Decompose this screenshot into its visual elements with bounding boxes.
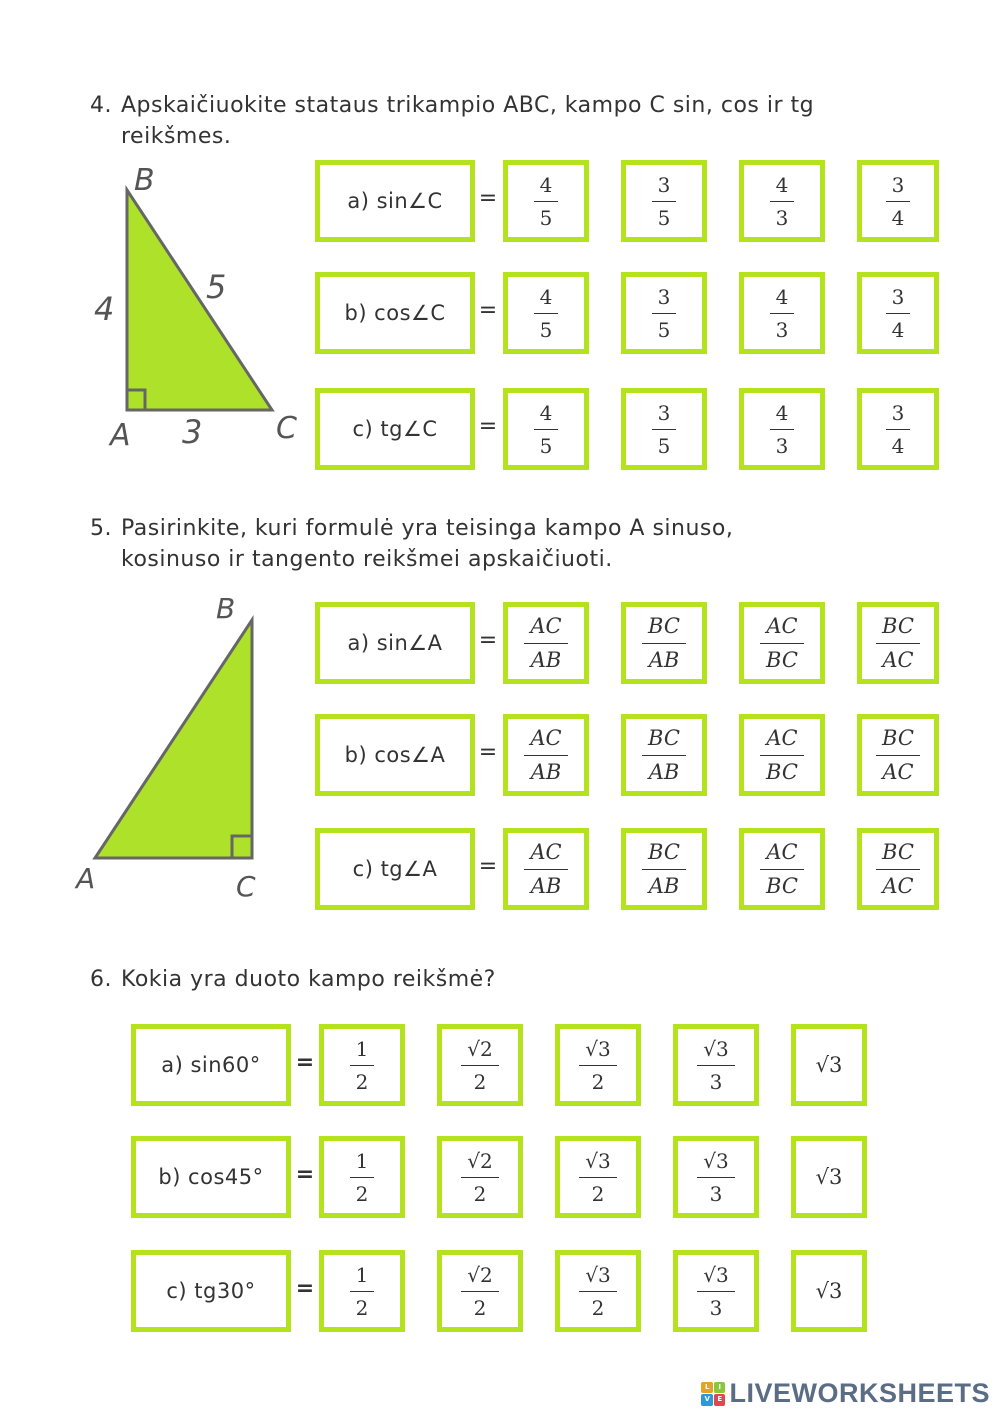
q5-row-b-label: b) cos∠A — [315, 714, 475, 796]
q6-row-b-option-3[interactable]: $\frac{√3}{2}$ — [555, 1136, 641, 1218]
q4-row-c-option-2[interactable]: $\frac{3}{5}$ — [621, 388, 707, 470]
liveworksheets-brand[interactable] — [701, 1378, 990, 1409]
q5-row-c-option-2[interactable]: $\frac{BC}{AB}$ — [621, 828, 707, 910]
q4-row-a-equals: = — [478, 186, 498, 211]
q4-side-ac: 3 — [182, 413, 203, 451]
q4-row-a-option-3[interactable]: $\frac{4}{3}$ — [739, 160, 825, 242]
q5-triangle — [95, 620, 252, 858]
q4-row-c-option-1[interactable]: $\frac{4}{5}$ — [503, 388, 589, 470]
q5-row-b-option-4[interactable]: $\frac{BC}{AC}$ — [857, 714, 939, 796]
q4-side-bc: 5 — [206, 268, 227, 306]
q5-row-c-option-3[interactable]: $\frac{AC}{BC}$ — [739, 828, 825, 910]
q4-title-line2: reikšmes. — [121, 124, 232, 149]
q6-row-a-option-3[interactable]: $\frac{√3}{2}$ — [555, 1024, 641, 1106]
q6-row-a-option-5[interactable]: √3 — [791, 1024, 867, 1106]
q5-vertex-c: C — [236, 870, 256, 903]
q4-vertex-b: B — [134, 163, 155, 198]
q5-row-a-option-4[interactable]: $\frac{BC}{AC}$ — [857, 602, 939, 684]
q5-triangle-figure — [70, 590, 290, 910]
q4-side-ab: 4 — [94, 290, 115, 328]
q6-number: 6. — [90, 967, 112, 992]
q5-row-a-label: a) sin∠A — [315, 602, 475, 684]
q4-row-c-label: c) tg∠C — [315, 388, 475, 470]
q5-row-a-option-1[interactable]: $\frac{AC}{AB}$ — [503, 602, 589, 684]
q5-number: 5. — [90, 516, 112, 541]
q5-row-a-equals: = — [478, 628, 498, 653]
q4-vertex-a: A — [110, 418, 131, 453]
q5-row-a-option-3[interactable]: $\frac{AC}{BC}$ — [739, 602, 825, 684]
q4-row-b-option-1[interactable]: $\frac{4}{5}$ — [503, 272, 589, 354]
q4-row-c-option-4[interactable]: $\frac{3}{4}$ — [857, 388, 939, 470]
q5-title-line1: Pasirinkite, kuri formulė yra teisinga kampo A sinuso, — [121, 516, 734, 541]
q6-row-c-option-4[interactable]: $\frac{√3}{3}$ — [673, 1250, 759, 1332]
q5-row-a-option-2[interactable]: $\frac{BC}{AB}$ — [621, 602, 707, 684]
q4-row-a-option-4[interactable]: $\frac{3}{4}$ — [857, 160, 939, 242]
q6-row-b-option-5[interactable]: √3 — [791, 1136, 867, 1218]
q6-row-c-option-5[interactable]: √3 — [791, 1250, 867, 1332]
q6-row-a-option-2[interactable]: $\frac{√2}{2}$ — [437, 1024, 523, 1106]
q5-row-b-option-3[interactable]: $\frac{AC}{BC}$ — [739, 714, 825, 796]
q4-row-a-label: a) sin∠C — [315, 160, 475, 242]
q5-row-c-option-1[interactable]: $\frac{AC}{AB}$ — [503, 828, 589, 910]
q5-row-c-label: c) tg∠A — [315, 828, 475, 910]
q4-triangle-figure — [90, 160, 310, 460]
liveworksheets-logo-icon: L I V E — [701, 1382, 725, 1406]
q4-row-a-option-2[interactable]: $\frac{3}{5}$ — [621, 160, 707, 242]
q5-row-b-option-2[interactable]: $\frac{BC}{AB}$ — [621, 714, 707, 796]
q4-row-a-option-1[interactable]: $\frac{4}{5}$ — [503, 160, 589, 242]
q4-row-b-equals: = — [478, 298, 498, 323]
q4-row-b-option-3[interactable]: $\frac{4}{3}$ — [739, 272, 825, 354]
q6-row-b-label: b) cos45° — [131, 1136, 291, 1218]
q4-number: 4. — [90, 93, 112, 118]
q5-title-line2: kosinuso ir tangento reikšmei apskaičiuoti. — [121, 547, 613, 572]
q5-title — [90, 513, 950, 575]
q6-row-b-option-1[interactable]: $\frac{1}{2}$ — [319, 1136, 405, 1218]
q5-vertex-b: B — [216, 592, 236, 625]
q6-row-c-option-3[interactable]: $\frac{√3}{2}$ — [555, 1250, 641, 1332]
q6-title-line1: Kokia yra duoto kampo reikšmė? — [121, 967, 496, 992]
q4-row-c-option-3[interactable]: $\frac{4}{3}$ — [739, 388, 825, 470]
q6-row-a-label: a) sin60° — [131, 1024, 291, 1106]
q5-vertex-a: A — [76, 862, 96, 895]
q5-row-c-equals: = — [478, 854, 498, 879]
q6-row-b-option-4[interactable]: $\frac{√3}{3}$ — [673, 1136, 759, 1218]
q6-row-c-option-1[interactable]: $\frac{1}{2}$ — [319, 1250, 405, 1332]
q6-title — [90, 964, 950, 995]
q5-row-b-option-1[interactable]: $\frac{AC}{AB}$ — [503, 714, 589, 796]
q6-row-c-equals: = — [295, 1276, 315, 1301]
q4-triangle — [127, 190, 272, 410]
q4-title — [90, 90, 950, 152]
q4-row-c-equals: = — [478, 414, 498, 439]
q6-row-b-equals: = — [295, 1162, 315, 1187]
q6-row-c-option-2[interactable]: $\frac{√2}{2}$ — [437, 1250, 523, 1332]
q6-row-a-option-1[interactable]: $\frac{1}{2}$ — [319, 1024, 405, 1106]
q4-title-line1: Apskaičiuokite stataus trikampio ABC, kampo C sin, cos ir tg — [121, 93, 815, 118]
q4-row-b-label: b) cos∠C — [315, 272, 475, 354]
q6-row-c-label: c) tg30° — [131, 1250, 291, 1332]
q4-vertex-c: C — [276, 411, 297, 446]
q5-row-c-option-4[interactable]: $\frac{BC}{AC}$ — [857, 828, 939, 910]
q5-row-b-equals: = — [478, 740, 498, 765]
q6-row-a-option-4[interactable]: $\frac{√3}{3}$ — [673, 1024, 759, 1106]
q6-row-b-option-2[interactable]: $\frac{√2}{2}$ — [437, 1136, 523, 1218]
q6-row-a-equals: = — [295, 1050, 315, 1075]
q4-row-b-option-4[interactable]: $\frac{3}{4}$ — [857, 272, 939, 354]
liveworksheets-wordmark: LIVEWORKSHEETS — [729, 1378, 990, 1408]
q4-row-b-option-2[interactable]: $\frac{3}{5}$ — [621, 272, 707, 354]
